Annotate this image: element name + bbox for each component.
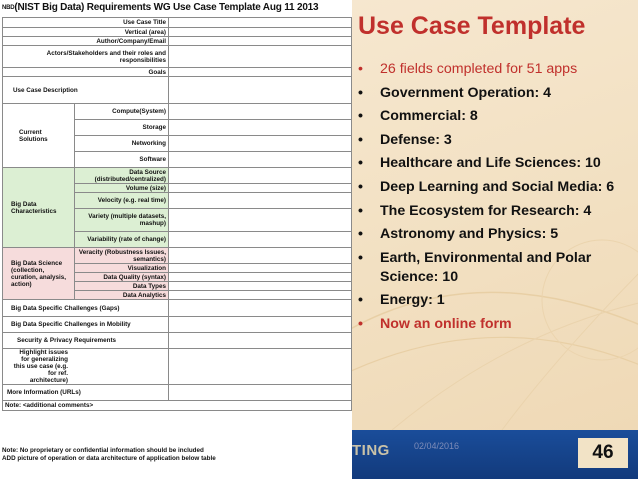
category-current-solutions: Current Solutions: [3, 104, 75, 168]
slide-title: Use Case Template: [358, 12, 586, 40]
use-case-table: [2, 17, 352, 411]
note-row[interactable]: Note: <additional comments>: [3, 401, 352, 411]
field-value[interactable]: [169, 168, 352, 184]
field-value[interactable]: [169, 28, 352, 37]
bullet-item: • Energy: 1: [358, 291, 636, 310]
table-row: [3, 28, 352, 37]
field-label: Big Data Specific Challenges in Mobility: [3, 317, 169, 333]
field-label: Use Case Description: [3, 77, 169, 104]
form-title-text: (NIST Big Data) Requirements WG Use Case Template Aug 11 2013: [14, 2, 319, 13]
field-value[interactable]: [169, 46, 352, 68]
field-value[interactable]: [169, 385, 352, 401]
table-row: [3, 300, 352, 317]
field-label: Data Types: [75, 282, 169, 291]
field-value[interactable]: [169, 349, 352, 385]
field-value[interactable]: [169, 232, 352, 248]
bullet-item: • Government Operation: 4: [358, 84, 636, 103]
field-label: Software: [75, 152, 169, 168]
table-row: [3, 46, 352, 68]
field-label: Data Analytics: [75, 291, 169, 300]
table-row: [3, 168, 352, 184]
bullet-item: • Earth, Environmental and Polar Science: 10: [358, 249, 636, 287]
bullet-list: [358, 60, 636, 339]
field-value[interactable]: [169, 152, 352, 168]
field-label: Storage: [75, 120, 169, 136]
table-row: [3, 77, 352, 104]
field-label: Use Case Title: [3, 18, 169, 28]
bullet-item: • The Ecosystem for Research: 4: [358, 202, 636, 221]
field-value[interactable]: [169, 273, 352, 282]
bullet-item: • Healthcare and Life Sciences: 10: [358, 154, 636, 173]
field-value[interactable]: [169, 18, 352, 28]
slide-date: 02/04/2016: [414, 441, 460, 451]
page-number: 46: [578, 438, 628, 468]
bullet-item: • Astronomy and Physics: 5: [358, 225, 636, 244]
form-title: [2, 2, 350, 16]
field-value[interactable]: [169, 193, 352, 209]
field-label: Data Source (distributed/centralized): [75, 168, 169, 184]
table-row: [3, 401, 352, 411]
table-row: [3, 333, 352, 349]
table-row: [3, 68, 352, 77]
field-label: Volume (size): [75, 184, 169, 193]
field-label: More Information (URLs): [3, 385, 169, 401]
field-value[interactable]: [169, 300, 352, 317]
field-value[interactable]: [169, 248, 352, 264]
table-row: [3, 104, 352, 120]
bullet-item: • Now an online form: [358, 315, 636, 334]
table-row: [3, 385, 352, 401]
field-label: Big Data Specific Challenges (Gaps): [3, 300, 169, 317]
footer-note-line: Note: No proprietary or confidential information should be included: [2, 447, 204, 454]
field-value[interactable]: [169, 37, 352, 46]
bullet-item: • Commercial: 8: [358, 107, 636, 126]
field-value[interactable]: [169, 317, 352, 333]
form-title-prefix: NBD: [2, 5, 15, 11]
field-label: Security & Privacy Requirements: [3, 333, 169, 349]
field-value[interactable]: [169, 333, 352, 349]
table-row: [3, 349, 352, 385]
field-value[interactable]: [169, 264, 352, 273]
field-value[interactable]: [169, 291, 352, 300]
category-big-data-science: Big Data Science (collection, curation, analysis, action): [3, 248, 75, 300]
field-label: Visualization: [75, 264, 169, 273]
field-label: Networking: [75, 136, 169, 152]
field-value[interactable]: [169, 209, 352, 232]
footer-bar-text: TING: [352, 442, 390, 459]
table-row: [3, 248, 352, 264]
slide-footer-bar: [352, 430, 638, 479]
field-label: Compute(System): [75, 104, 169, 120]
form-footer-note: [2, 447, 351, 463]
bullet-item: • Deep Learning and Social Media: 6: [358, 178, 636, 197]
table-row: [3, 18, 352, 28]
field-label: Data Quality (syntax): [75, 273, 169, 282]
field-value[interactable]: [169, 120, 352, 136]
field-label: Veracity (Robustness Issues, semantics): [75, 248, 169, 264]
field-value[interactable]: [169, 136, 352, 152]
bullet-item: • 26 fields completed for 51 apps: [358, 60, 636, 79]
field-value[interactable]: [169, 77, 352, 104]
field-label: Actors/Stakeholders and their roles and responsibilities: [3, 46, 169, 68]
field-value[interactable]: [169, 104, 352, 120]
category-big-data-characteristics: Big Data Characteristics: [3, 168, 75, 248]
field-label: Variability (rate of change): [75, 232, 169, 248]
field-value[interactable]: [169, 282, 352, 291]
field-label: Variety (multiple datasets, mashup): [75, 209, 169, 232]
field-label: Velocity (e.g. real time): [75, 193, 169, 209]
field-value[interactable]: [169, 184, 352, 193]
field-label: Goals: [3, 68, 169, 77]
slide-panel: [352, 0, 638, 430]
table-row: [3, 317, 352, 333]
bullet-item: • Defense: 3: [358, 131, 636, 150]
table-row: [3, 37, 352, 46]
field-label: Author/Company/Email: [3, 37, 169, 46]
footer-note-line: ADD picture of operation or data architecture of application below table: [2, 455, 216, 462]
field-label: Highlight issues for generalizing this use case (e.g. for ref. architecture): [3, 349, 169, 385]
field-value[interactable]: [169, 68, 352, 77]
field-label: Vertical (area): [3, 28, 169, 37]
